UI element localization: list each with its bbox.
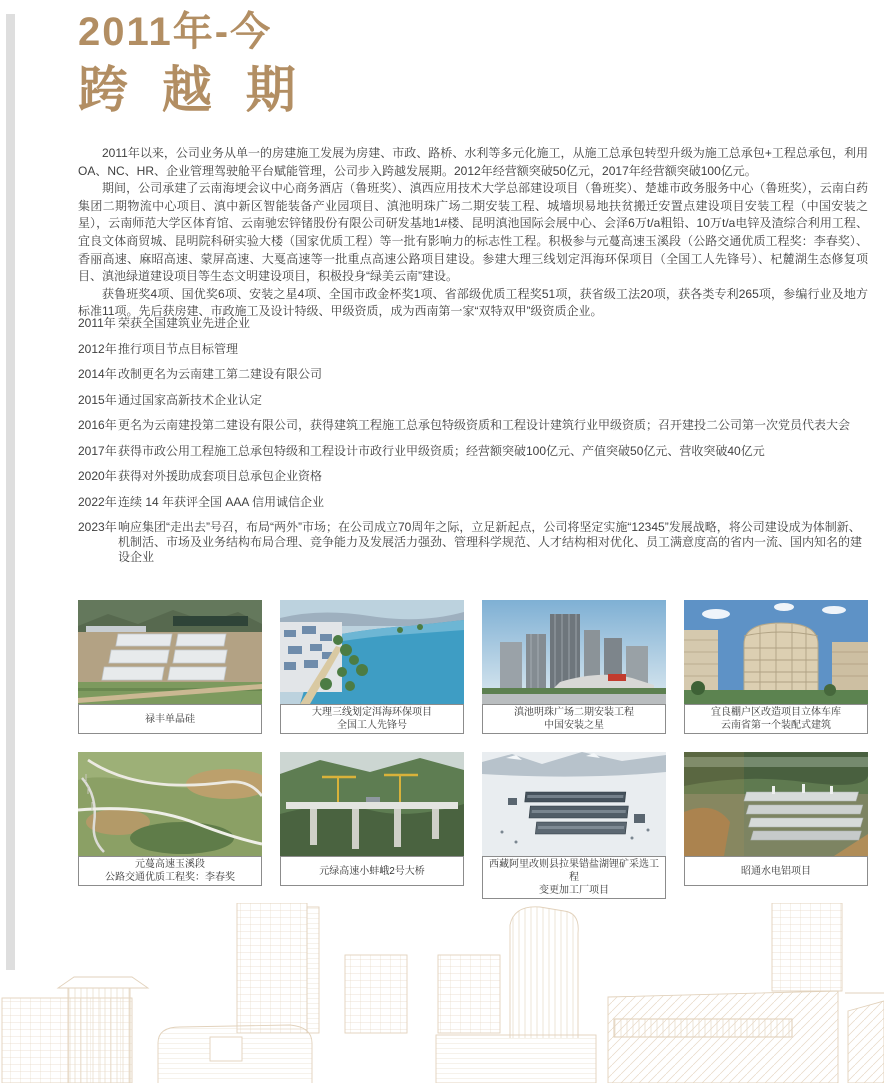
intro-paragraph: 2011年以来，公司业务从单一的房建施工发展为房建、市政、路桥、水利等多元化施工，从施工总承包转型升级为施工总承包+工程总承包，利用OA、NC、HR、企业管理驾驶舱平台赋能管理，公司步入跨越发展期。2012年经营额突破50亿元，2017年经营额突破100亿元。 [78, 146, 868, 178]
timeline-year: 2012年 [78, 341, 117, 356]
photo-caption-line: 宜良棚户区改造项目立体车库 [711, 707, 841, 718]
timeline-text: 荣获全国建筑业先进企业 [118, 316, 251, 330]
erhai-lakeshore-illustration [280, 600, 464, 704]
photo-card [482, 600, 666, 734]
era-name-title: 跨 越 期 [78, 62, 306, 118]
timeline-item [78, 418, 868, 433]
project-photo-grid [78, 600, 868, 899]
intro-paragraph: 期间，公司承建了云南海埂会议中心商务酒店（鲁班奖）、滇西应用技术大学总部建设项目（鲁班奖）、楚雄市政务服务中心（鲁班奖），云南白药集团二期物流中心项目、滇中新区智能装备产业园项目、滇池明珠广场二期安装工程、城墙坝易地扶贫搬迁安置点建设项目安装工程（中国安装之星），云南师范大学区体育馆、云南驰宏锌锗股份有限公司研发基地1#楼、昆明滇池国际会展中心、会泽6万t/a粗铅、10万t/a电锌及渣综合利用工程、宜良文体商贸城、昆明院科研实验大楼（国家优质工程）等一批有影响力的标志性工程。积极参与元蔓高速玉溪段（公路交通优质工程奖：李春奖）、香丽高速、麻昭高速、蒙屏高速、大戛高速等一批重点高速公路项目建设。参建大理三线划定洱海环保项目（全国工人先锋号）、杞麓湖生态修复项目、滇池绿道建设项目等生态文明建设项目，积极投身“绿美云南”建设。 [78, 181, 868, 284]
left-accent-bar [6, 14, 15, 970]
skyline-line-art [0, 903, 884, 1083]
timeline-text: 获得对外援助成套项目总承包企业资格 [118, 469, 323, 483]
photo-image-zhaotong-aluminum [684, 752, 868, 856]
photo-card [280, 752, 464, 899]
photo-image-yuanlu-bridge [280, 752, 464, 856]
timeline-year: 2023年 [78, 520, 117, 534]
photo-caption [482, 856, 666, 899]
timeline-year: 2016年 [78, 418, 117, 432]
photo-caption-line: 中国安装之星 [544, 720, 604, 731]
timeline-text: 响应集团“走出去”号召，布局“两外”市场；在公司成立70周年之际，立足新起点，公司将坚定实施“12345”发展战略，将公司建设成为体制新、机制活、市场及业务结构布局合理、竞争能力及发展活力强劲、管理科学规范、人才结构相对优化、员工满意度高的省内一流、国内知名的建设企业 [118, 520, 863, 564]
timeline-item [78, 316, 868, 331]
photo-image-tibet-lithium-plant [482, 752, 666, 856]
timeline-year: 2015年 [78, 392, 117, 407]
photo-caption-line: 云南省第一个装配式建筑 [721, 720, 831, 731]
photo-caption [684, 704, 868, 734]
snow-plateau-plant-illustration [482, 752, 666, 856]
photo-caption [280, 704, 464, 734]
timeline-item [78, 444, 868, 459]
round-parking-garage-illustration [684, 600, 868, 704]
photo-caption-line: 全国工人先锋号 [337, 720, 407, 731]
photo-caption-line: 元绿高速小蚌峨2号大桥 [319, 865, 425, 877]
photo-caption [78, 704, 262, 734]
timeline-text: 获得市政公用工程施工总承包特级和工程设计市政行业甲级资质；经营额突破100亿元、产值突破50亿元、营收突破40亿元 [118, 443, 765, 458]
aerial-industrial-park-illustration [78, 600, 262, 704]
timeline-section [78, 316, 868, 576]
photo-caption [482, 704, 666, 734]
photo-image-dianchi-pearl-plaza [482, 600, 666, 704]
photo-card [280, 600, 464, 734]
photo-caption-line: 公路交通优质工程奖：李春奖 [105, 872, 235, 883]
timeline-year: 2017年 [78, 443, 117, 458]
photo-caption [280, 856, 464, 886]
timeline-year: 2014年 [78, 367, 117, 381]
photo-caption-line: 变更加工厂项目 [539, 885, 609, 896]
photo-image-erhai-project [280, 600, 464, 704]
timeline-year: 2022年 [78, 494, 117, 509]
timeline-year: 2011年 [78, 316, 116, 330]
era-years-title: 2011年-今 [78, 10, 273, 54]
photo-caption-line: 滇池明珠广场二期安装工程 [514, 707, 634, 718]
photo-card [78, 752, 262, 899]
photo-image-yuanman-expressway [78, 752, 262, 856]
photo-card [684, 752, 868, 899]
mountain-expressway-illustration [78, 752, 262, 856]
timeline-text: 通过国家高新技术企业认定 [118, 392, 263, 407]
timeline-text: 推行项目节点目标管理 [118, 341, 239, 356]
timeline-item [78, 469, 868, 484]
photo-image-lufeng-silicon [78, 600, 262, 704]
intro-paragraph: 获鲁班奖4项、国优奖6项、安装之星4项、全国市政金杯奖1项、省部级优质工程奖51项，获省级工法20项，获各类专利265项，参编行业及地方标准11项。先后获房建、市政施工及设计特级、甲级资质，成为西南第一家“双特双甲”级资质企业。 [78, 286, 868, 319]
timeline-text: 改制更名为云南建工第二建设有限公司 [118, 367, 323, 381]
photo-caption-line: 元蔓高速玉溪段 [135, 859, 205, 870]
photo-card [482, 752, 666, 899]
timeline-text: 更名为云南建投第二建设有限公司，获得建筑工程施工总承包特级资质和工程设计建筑行业甲级资质；召开建投二公司第一次党员代表大会 [118, 418, 851, 432]
photo-caption [684, 856, 868, 886]
timeline-item [78, 342, 868, 357]
hilltop-aluminum-plant-illustration [684, 752, 868, 856]
timeline-item [78, 520, 868, 565]
photo-card [78, 600, 262, 734]
photo-image-yiliang-garage [684, 600, 868, 704]
photo-caption-line: 禄丰单晶硅 [145, 713, 195, 725]
photo-caption-line: 西藏阿里改则县拉果错盐湖锂矿采选工程 [489, 859, 659, 883]
timeline-text: 连续 14 年获评全国 AAA 信用诚信企业 [118, 494, 325, 509]
city-towers-illustration [482, 600, 666, 704]
photo-caption-line: 昭通水电铝项目 [741, 865, 811, 877]
timeline-item [78, 367, 868, 382]
timeline-year: 2020年 [78, 469, 117, 483]
timeline-item [78, 495, 868, 510]
photo-card [684, 600, 868, 734]
timeline-item [78, 393, 868, 408]
valley-bridge-illustration [280, 752, 464, 856]
intro-section [78, 145, 868, 321]
photo-caption-line: 大理三线划定洱海环保项目 [312, 707, 432, 718]
photo-caption [78, 856, 262, 886]
